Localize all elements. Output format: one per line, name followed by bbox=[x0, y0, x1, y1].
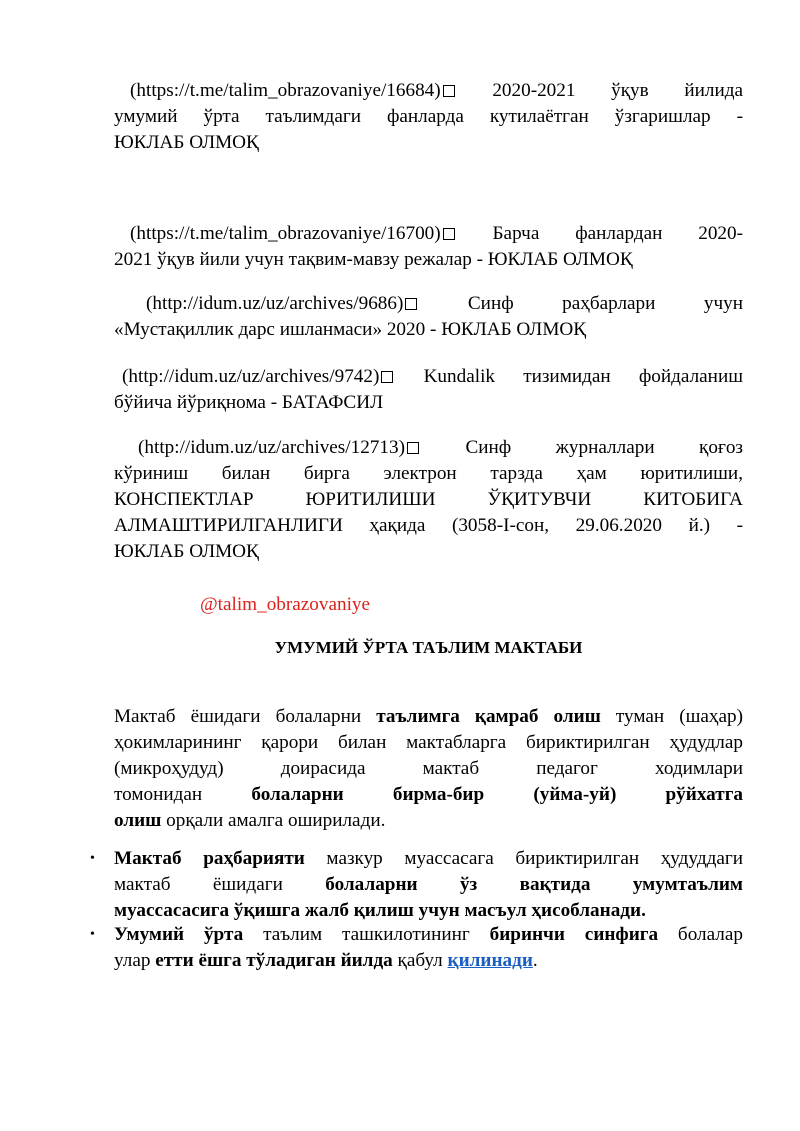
link-item-4 bbox=[114, 364, 743, 416]
link-item-5 bbox=[114, 435, 743, 565]
text: таълим ташкилотининг bbox=[243, 924, 490, 945]
checkbox-icon bbox=[407, 442, 419, 454]
bullet-item-2 bbox=[90, 922, 743, 974]
bullet-item-1 bbox=[90, 846, 743, 924]
item-url[interactable]: (http://idum.uz/uz/archives/9742) bbox=[122, 366, 380, 387]
text: . bbox=[532, 950, 538, 971]
item-text: Синф раҳбарлари учун bbox=[467, 293, 744, 314]
item-download-link[interactable]: ЮКЛАБ ОЛМОҚ bbox=[114, 132, 259, 153]
link-item-3 bbox=[114, 291, 743, 343]
text: Мактаб ёшидаги болаларни bbox=[114, 706, 377, 727]
bold-text: Умумий ўрта bbox=[114, 924, 244, 945]
text: улар bbox=[114, 950, 156, 971]
item-text: Синф журналлари қоғоз bbox=[465, 437, 744, 458]
text: қабул bbox=[392, 950, 448, 971]
link-item-2 bbox=[114, 221, 743, 273]
item-text: АЛМАШТИРИЛГАНЛИГИ ҳақида (3058-I-сон, 29.06.2020 й.) - bbox=[114, 515, 743, 536]
text: ҳокимларининг қарори билан мактабларга бириктирилган ҳудудлар bbox=[114, 732, 743, 753]
checkbox-icon bbox=[443, 85, 455, 97]
section-heading: УМУМИЙ ЎРТА ТАЪЛИМ МАКТАБИ bbox=[274, 638, 583, 657]
item-text: кўриниш билан бирга электрон тарзда ҳам юритилиши, bbox=[114, 463, 743, 484]
bold-text: олиш bbox=[114, 810, 162, 831]
item-text: Барча фанлардан 2020- bbox=[492, 223, 744, 244]
item-text: КОНСПЕКТЛАР ЮРИТИЛИШИ ЎҚИТУВЧИ КИТОБИГА bbox=[114, 489, 743, 510]
bold-text: Мактаб раҳбарияти bbox=[114, 848, 305, 869]
bold-text: таълимга қамраб олиш bbox=[376, 706, 601, 727]
text: мазкур муассасага бириктирилган ҳудуддаги bbox=[304, 848, 743, 869]
link-item-1 bbox=[114, 78, 743, 156]
text: болалар bbox=[658, 924, 743, 945]
bold-text: биринчи синфига bbox=[489, 924, 659, 945]
bold-text: болаларни бирма-бир (уйма-уй) рўйхатга bbox=[251, 784, 743, 805]
hyperlink[interactable]: қилинади bbox=[447, 950, 533, 971]
telegram-handle[interactable]: @talim_obrazovaniye bbox=[200, 594, 371, 615]
item-text: «Мустақиллик дарс ишланмаси» 2020 - ЮКЛАБ ОЛМОҚ bbox=[114, 319, 587, 340]
text: туман (шаҳар) bbox=[600, 706, 744, 727]
item-text: Kundalik тизимидан фойдаланиш bbox=[423, 366, 743, 387]
bullet-icon: • bbox=[90, 851, 95, 866]
item-download-link[interactable]: ЮКЛАБ ОЛМОҚ bbox=[114, 541, 259, 562]
item-text: 2021 ўқув йили учун тақвим-мавзу режалар - ЮКЛАБ ОЛМОҚ bbox=[114, 249, 633, 270]
bold-text: муассасасига ўқишга жалб қилиш учун масъул ҳисобланади. bbox=[114, 900, 646, 921]
item-url[interactable]: (https://t.me/talim_obrazovaniye/16700) bbox=[130, 223, 441, 244]
item-text: 2020-2021 ўқув йилида bbox=[492, 80, 743, 101]
text: мактаб ёшидаги bbox=[114, 874, 326, 895]
text: томонидан bbox=[114, 784, 252, 805]
checkbox-icon bbox=[443, 228, 455, 240]
item-url[interactable]: (https://t.me/talim_obrazovaniye/16684) bbox=[130, 80, 441, 101]
item-url[interactable]: (http://idum.uz/uz/archives/12713) bbox=[138, 437, 405, 458]
item-url[interactable]: (http://idum.uz/uz/archives/9686) bbox=[146, 293, 404, 314]
intro-paragraph bbox=[114, 704, 743, 834]
checkbox-icon bbox=[405, 298, 417, 310]
bold-text: етти ёшга тўладиган йилда bbox=[155, 950, 393, 971]
bullet-icon: • bbox=[90, 927, 95, 942]
item-text: бўйича йўриқнома - БАТАФСИЛ bbox=[114, 392, 384, 413]
text: орқали амалга оширилади. bbox=[161, 810, 386, 831]
bold-text: болаларни ўз вақтида умумтаълим bbox=[325, 874, 743, 895]
item-text: умумий ўрта таълимдаги фанларда кутилаётган ўзгаришлар - bbox=[114, 106, 743, 127]
text: (микроҳудуд) доирасида мактаб педагог ходимлари bbox=[114, 758, 743, 779]
checkbox-icon bbox=[381, 371, 393, 383]
